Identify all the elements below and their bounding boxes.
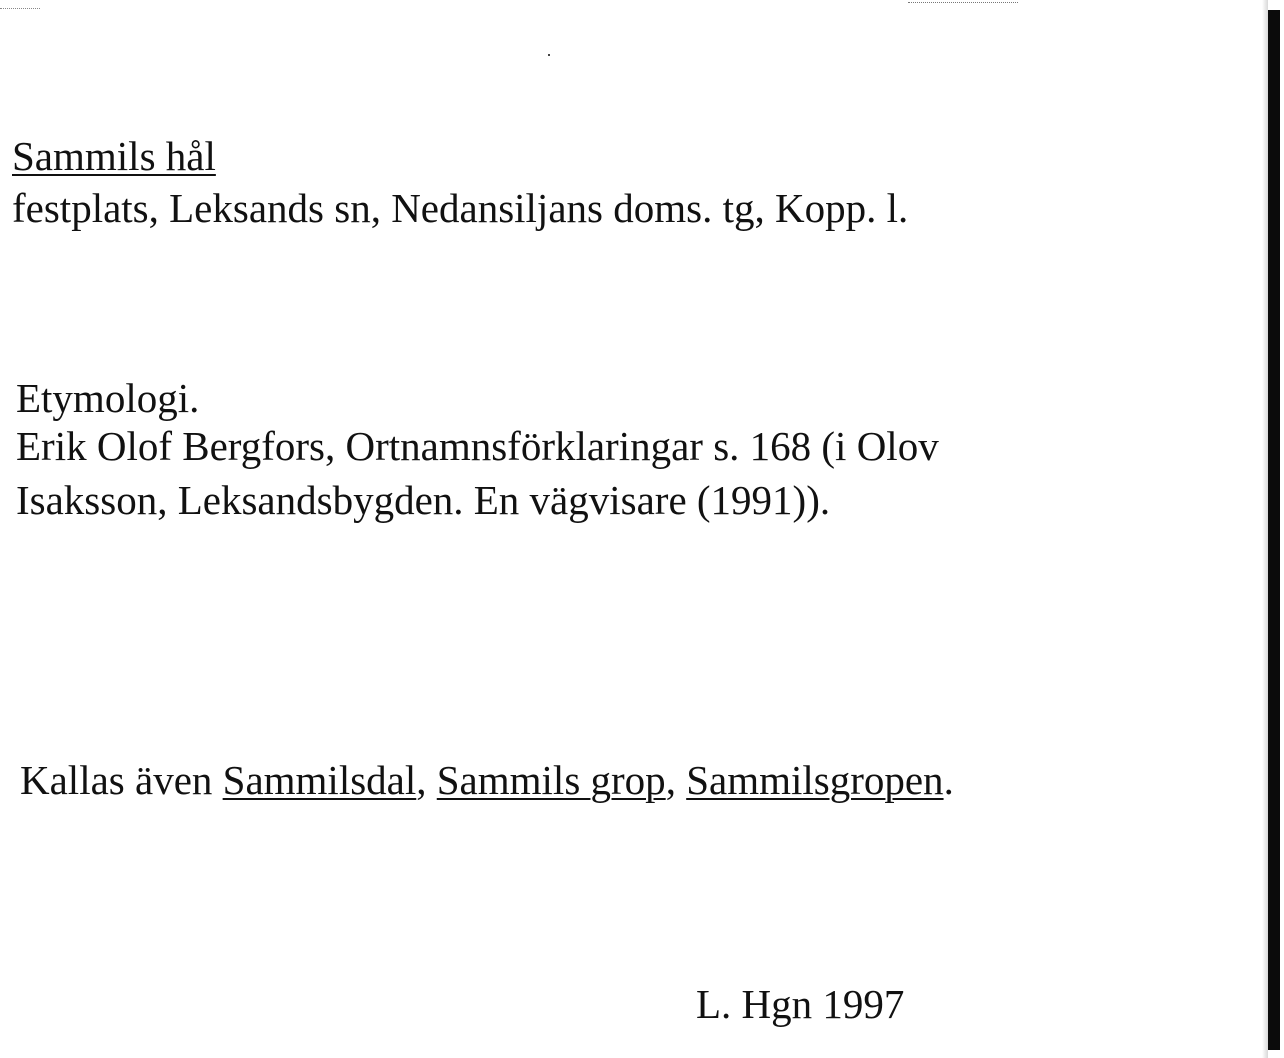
alt-name-separator-1: ,	[416, 757, 437, 803]
alt-name-1: Sammilsdal	[222, 757, 417, 803]
also-called-line	[20, 757, 954, 803]
also-called-end: .	[943, 757, 954, 803]
alt-name-3: Sammilsgropen	[686, 757, 944, 803]
headword-text: Sammils hål	[12, 133, 216, 179]
etymology-source-line-2: Isaksson, Leksandsbygden. En vägvisare (1991)).	[16, 477, 831, 523]
etymology-source-line-1: Erik Olof Bergfors, Ortnamnsförklaringar s. 168 (i Olov	[16, 423, 939, 469]
signature: L. Hgn 1997	[696, 981, 905, 1027]
alt-name-separator-2: ,	[665, 757, 687, 803]
scan-speck	[548, 54, 550, 56]
scan-dots-top-left	[0, 8, 40, 11]
etymology-heading: Etymologi.	[16, 375, 200, 421]
headword	[12, 133, 216, 179]
also-called-prefix: Kallas även	[20, 757, 223, 803]
place-description: festplats, Leksands sn, Nedansiljans doms. tg, Kopp. l.	[12, 185, 909, 231]
scan-right-edge	[1268, 10, 1280, 1050]
alt-name-2: Sammils grop	[436, 757, 666, 803]
scan-dots-top-right	[908, 2, 1018, 5]
